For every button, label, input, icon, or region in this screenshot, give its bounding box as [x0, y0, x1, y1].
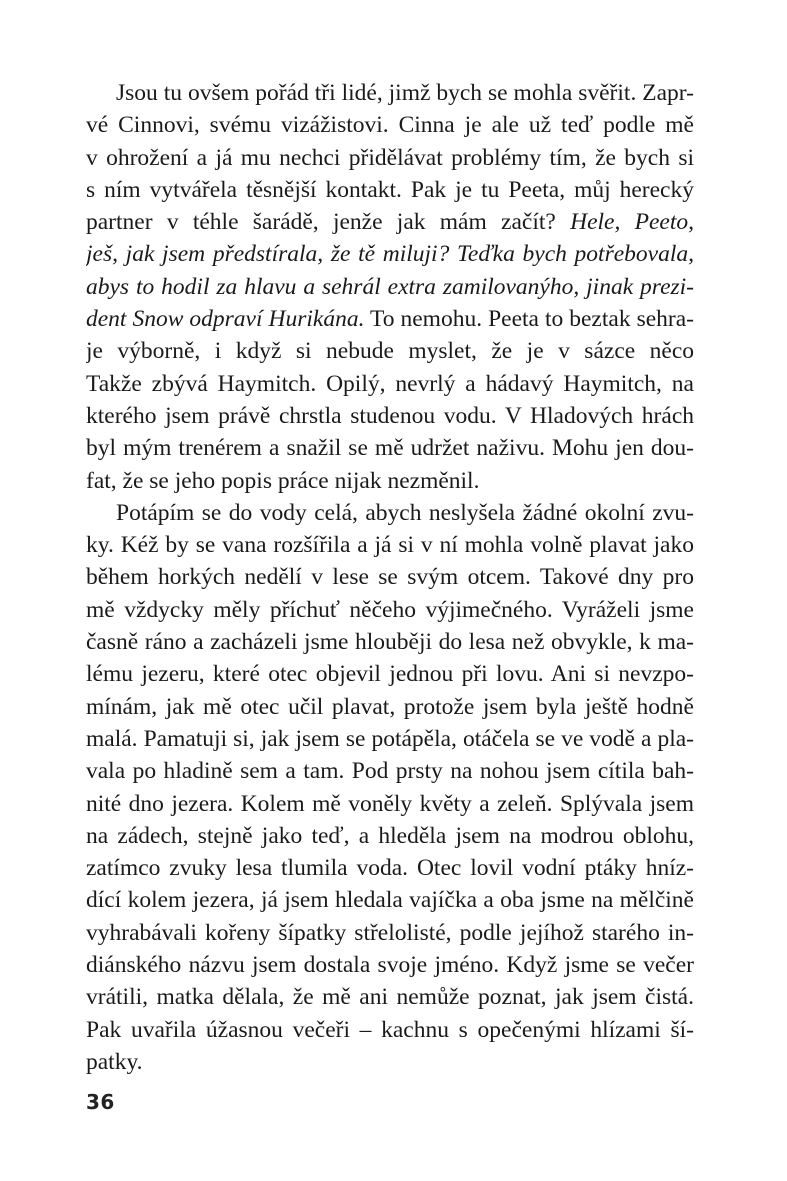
italic-text: ješ, jak jsem předstírala, že tě miluji? Teďka bych potřebovala,: [86, 241, 694, 268]
text-line: [86, 917, 694, 949]
text-line: [86, 820, 694, 852]
text-line: [86, 432, 694, 464]
text-segment: patky.: [86, 1048, 143, 1075]
italic-text: Hele, Peeto,: [570, 209, 694, 236]
text-line: [86, 465, 694, 497]
text-line: [86, 561, 694, 593]
text-line: [86, 1046, 694, 1078]
text-line: [86, 626, 694, 658]
text-line: [86, 400, 694, 432]
text-line: [86, 174, 694, 206]
paragraph: [86, 497, 694, 1078]
text-segment: vala po hladině sem a tam. Pod prsty na nohou jsem cítila bah-: [86, 758, 694, 785]
text-line: [86, 755, 694, 787]
paragraph: [86, 77, 694, 497]
text-line: [86, 981, 694, 1013]
italic-text: dent Snow odpraví Hurikána.: [86, 306, 365, 333]
text-segment: fat, že se jeho popis práce nijak nezměnil.: [86, 467, 480, 494]
text-segment: nité dno jezera. Kolem mě voněly květy a zeleň. Splývala jsem: [86, 790, 694, 817]
text-segment: Pak uvařila úžasnou večeři – kachnu s opečenými hlízami ší-: [86, 1016, 694, 1043]
text-segment: je výborně, i když si nebude myslet, že je v sázce něco: [86, 338, 694, 365]
italic-text: abys to hodil za hlavu a sehrál extra zamilovanýho, jinak prezi-: [86, 273, 694, 300]
text-segment: během horkých nedělí v lese se svým otcem. Takové dny pro: [86, 564, 694, 591]
text-segment: To nemohu. Peeta to beztak sehra-: [364, 306, 694, 333]
text-line: [86, 368, 694, 400]
text-segment: časně ráno a zacházeli jsme hlouběji do lesa než obvykle, k ma-: [86, 629, 694, 656]
text-segment: malá. Pamatuji si, jak jsem se potápěla, otáčela se ve vodě a pla-: [86, 725, 694, 752]
text-line: [86, 529, 694, 561]
text-line: [86, 691, 694, 723]
text-line: [86, 497, 694, 529]
text-segment: mínám, jak mě otec učil plavat, protože jsem byla ještě hodně: [86, 693, 694, 720]
text-segment: partner v téhle šarádě, jenže jak mám začít?: [86, 209, 571, 236]
text-line: [86, 788, 694, 820]
text-line: [86, 949, 694, 981]
text-segment: diánského názvu jsem dostala svoje jméno. Když jsme se večer: [86, 952, 694, 979]
text-line: [86, 1014, 694, 1046]
text-line: [86, 109, 694, 141]
text-segment: kterého jsem právě chrstla studenou vodu. V Hladových hrách: [86, 402, 694, 429]
text-segment: Takže zbývá Haymitch. Opilý, nevrlý a hádavý Haymitch, na: [86, 370, 694, 397]
text-line: [86, 303, 694, 335]
text-line: [86, 658, 694, 690]
text-line: [86, 723, 694, 755]
text-segment: s ním vytvářela těsnější kontakt. Pak je tu Peeta, můj herecký: [86, 176, 694, 203]
text-segment: zatímco zvuky lesa tlumila voda. Otec lovil vodní ptáky hníz-: [86, 855, 694, 882]
text-line: [86, 142, 694, 174]
text-segment: Potápím se do vody celá, abych neslyšela žádné okolní zvu-: [116, 499, 694, 526]
body-text: [86, 77, 694, 1078]
text-segment: Jsou tu ovšem pořád tři lidé, jimž bych se mohla svěřit. Zapr-: [116, 80, 694, 106]
text-segment: na zádech, stejně jako teď, a hleděla jsem na modrou oblohu,: [86, 822, 694, 849]
text-line: [86, 77, 694, 109]
text-segment: mě vždycky měly příchuť něčeho výjimečného. Vyráželi jsme: [86, 596, 694, 623]
text-line: [86, 335, 694, 367]
text-segment: v ohrožení a já mu nechci přidělávat problémy tím, že bych si: [86, 144, 694, 171]
text-segment: lému jezeru, které otec objevil jednou při lovu. Ani si nevzpo-: [86, 661, 694, 688]
text-segment: vrátili, matka dělala, že mě ani nemůže poznat, jak jsem čistá.: [86, 984, 694, 1011]
text-segment: ky. Kéž by se vana rozšířila a já si v ní mohla volně plavat jako: [86, 532, 694, 559]
page-number: 36: [86, 1090, 115, 1114]
text-segment: dící kolem jezera, já jsem hledala vajíčka a oba jsme na mělčině: [86, 887, 694, 914]
text-line: [86, 884, 694, 916]
text-line: [86, 206, 694, 238]
text-segment: vyhrabávali kořeny šípatky střelolisté, podle jejíhož starého in-: [86, 919, 694, 946]
text-line: [86, 594, 694, 626]
text-segment: vé Cinnovi, svému vizážistovi. Cinna je ale už teď podle mě: [86, 112, 694, 139]
text-line: [86, 238, 694, 270]
text-line: [86, 852, 694, 884]
text-segment: byl mým trenérem a snažil se mě udržet naživu. Mohu jen dou-: [86, 435, 694, 462]
text-line: [86, 271, 694, 303]
